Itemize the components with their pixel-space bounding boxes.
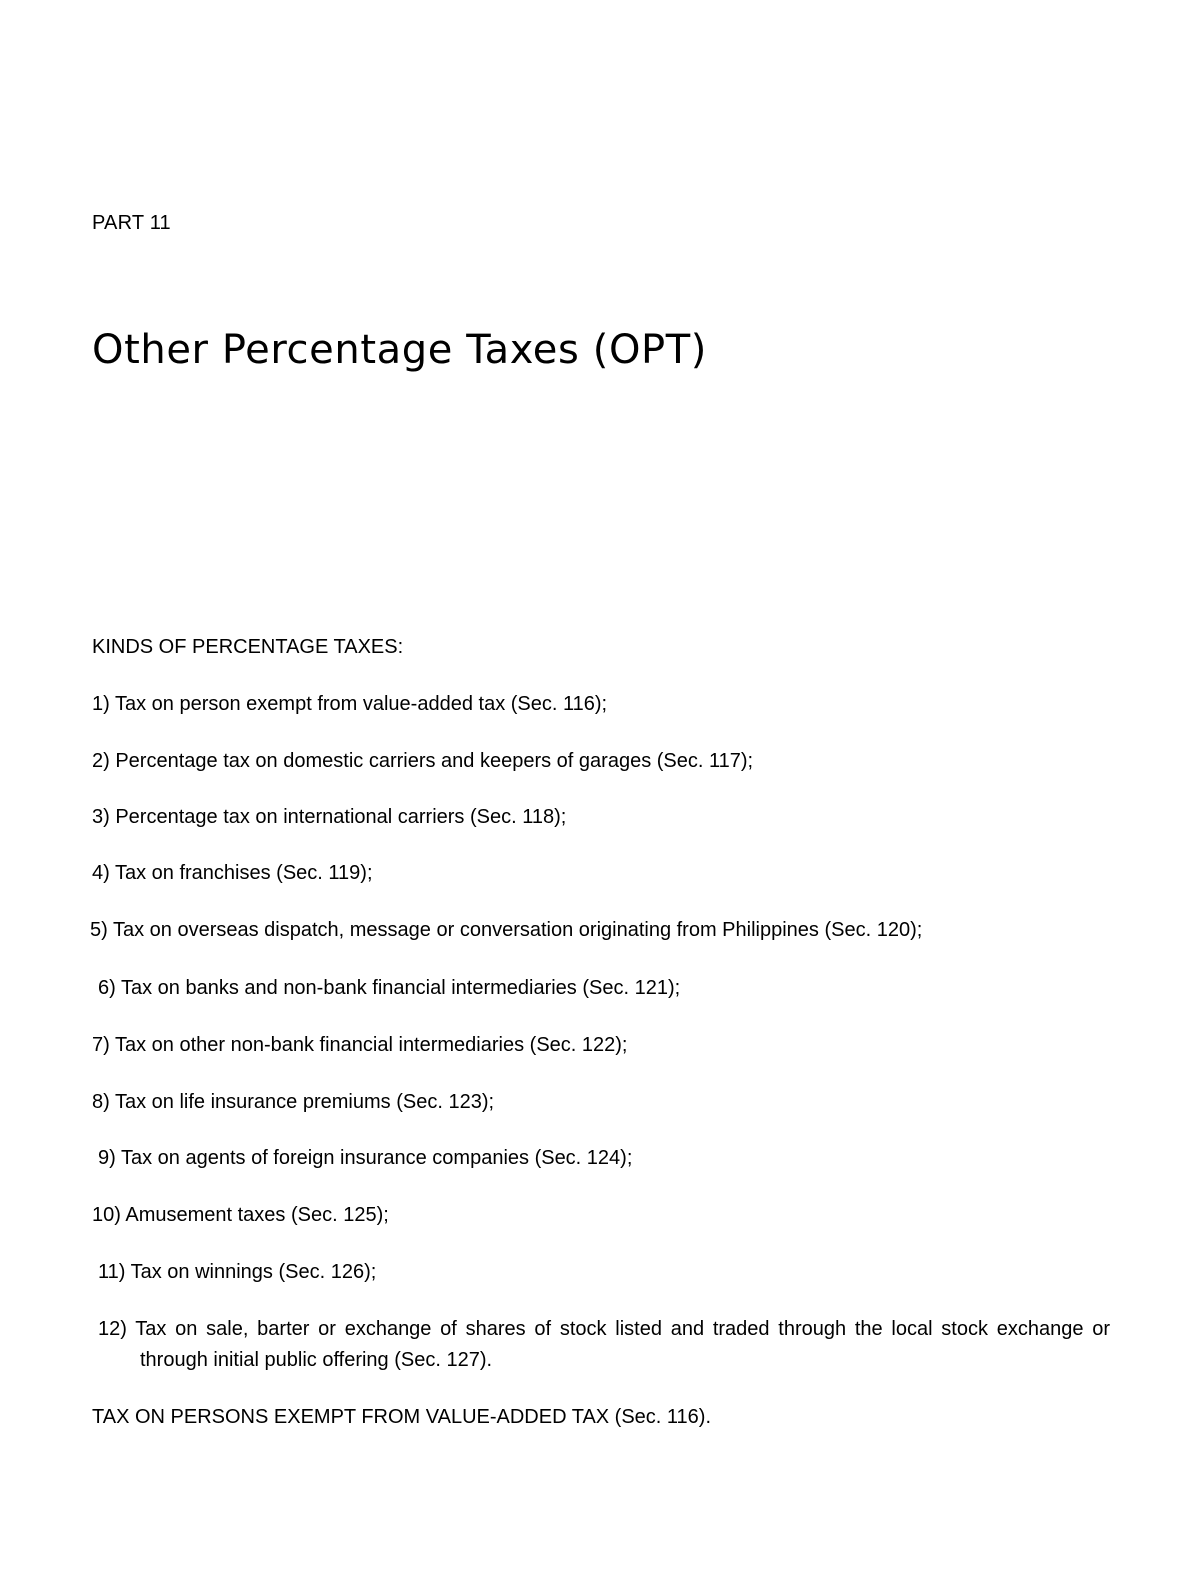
list-item: 11) Tax on winnings (Sec. 126);: [98, 1261, 377, 1283]
list-item: 5) Tax on overseas dispatch, message or conversation originating from Philippines (Sec. 120);: [90, 919, 923, 941]
list-item: 12) Tax on sale, barter or exchange of shares of stock listed and traded through the local stock exchange or through initial public offering (Sec. 127).: [98, 1318, 1110, 1371]
list-item: 6) Tax on banks and non-bank financial intermediaries (Sec. 121);: [98, 977, 681, 999]
list-item: 10) Amusement taxes (Sec. 125);: [92, 1204, 389, 1226]
list-item: 3) Percentage tax on international carriers (Sec. 118);: [92, 806, 567, 828]
list-item: 1) Tax on person exempt from value-added tax (Sec. 116);: [92, 693, 608, 715]
list-item: 7) Tax on other non-bank financial intermediaries (Sec. 122);: [92, 1034, 628, 1056]
list-item: 8) Tax on life insurance premiums (Sec. 123);: [92, 1091, 495, 1113]
list-item: 2) Percentage tax on domestic carriers and keepers of garages (Sec. 117);: [92, 750, 754, 772]
list-item: 9) Tax on agents of foreign insurance companies (Sec. 124);: [98, 1147, 633, 1169]
document-title: Other Percentage Taxes (OPT): [92, 327, 708, 373]
list-item: 4) Tax on franchises (Sec. 119);: [92, 862, 373, 884]
part-label: PART 11: [92, 212, 171, 234]
section-heading: KINDS OF PERCENTAGE TAXES:: [92, 636, 404, 658]
subheading-vat-exempt: TAX ON PERSONS EXEMPT FROM VALUE-ADDED TAX (Sec. 116).: [92, 1406, 712, 1428]
